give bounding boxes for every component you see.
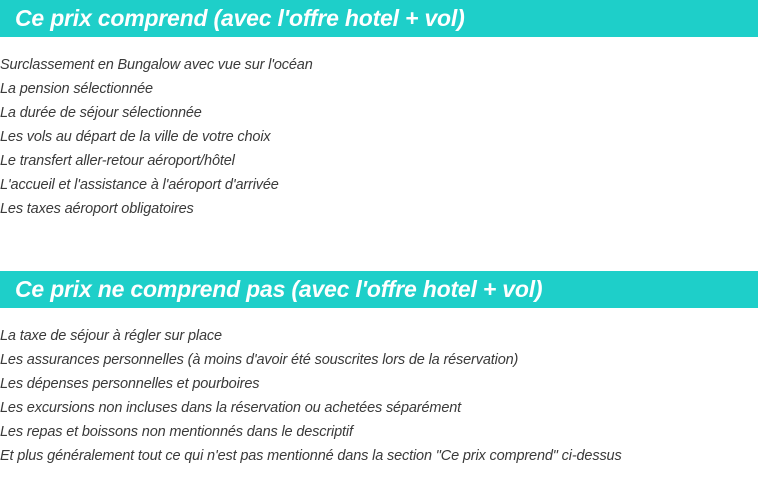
included-section-title: Ce prix comprend (avec l'offre hotel + vol): [0, 0, 758, 37]
included-item: Les vols au départ de la ville de votre choix: [0, 129, 271, 145]
included-item: Surclassement en Bungalow avec vue sur l'océan: [0, 57, 313, 73]
excluded-item: Et plus généralement tout ce qui n'est pas mentionné dans la section "Ce prix comprend" ci-dessus: [0, 448, 622, 464]
excluded-item: La taxe de séjour à régler sur place: [0, 328, 222, 344]
excluded-item: Les excursions non incluses dans la réservation ou achetées séparément: [0, 400, 462, 416]
excluded-section: [0, 271, 758, 464]
included-item: L'accueil et l'assistance à l'aéroport d'arrivée: [0, 177, 279, 193]
included-item: Les taxes aéroport obligatoires: [0, 201, 194, 217]
excluded-list: [0, 324, 622, 468]
excluded-item: Les assurances personnelles (à moins d'avoir été souscrites lors de la réservation): [0, 352, 519, 368]
excluded-item: Les dépenses personnelles et pourboires: [0, 376, 260, 392]
excluded-section-title: Ce prix ne comprend pas (avec l'offre hotel + vol): [0, 271, 758, 308]
included-item: Le transfert aller-retour aéroport/hôtel: [0, 153, 235, 169]
included-list: [0, 53, 313, 221]
included-item: La pension sélectionnée: [0, 81, 153, 97]
excluded-item: Les repas et boissons non mentionnés dans le descriptif: [0, 424, 353, 440]
included-section: [0, 0, 758, 217]
included-item: La durée de séjour sélectionnée: [0, 105, 202, 121]
